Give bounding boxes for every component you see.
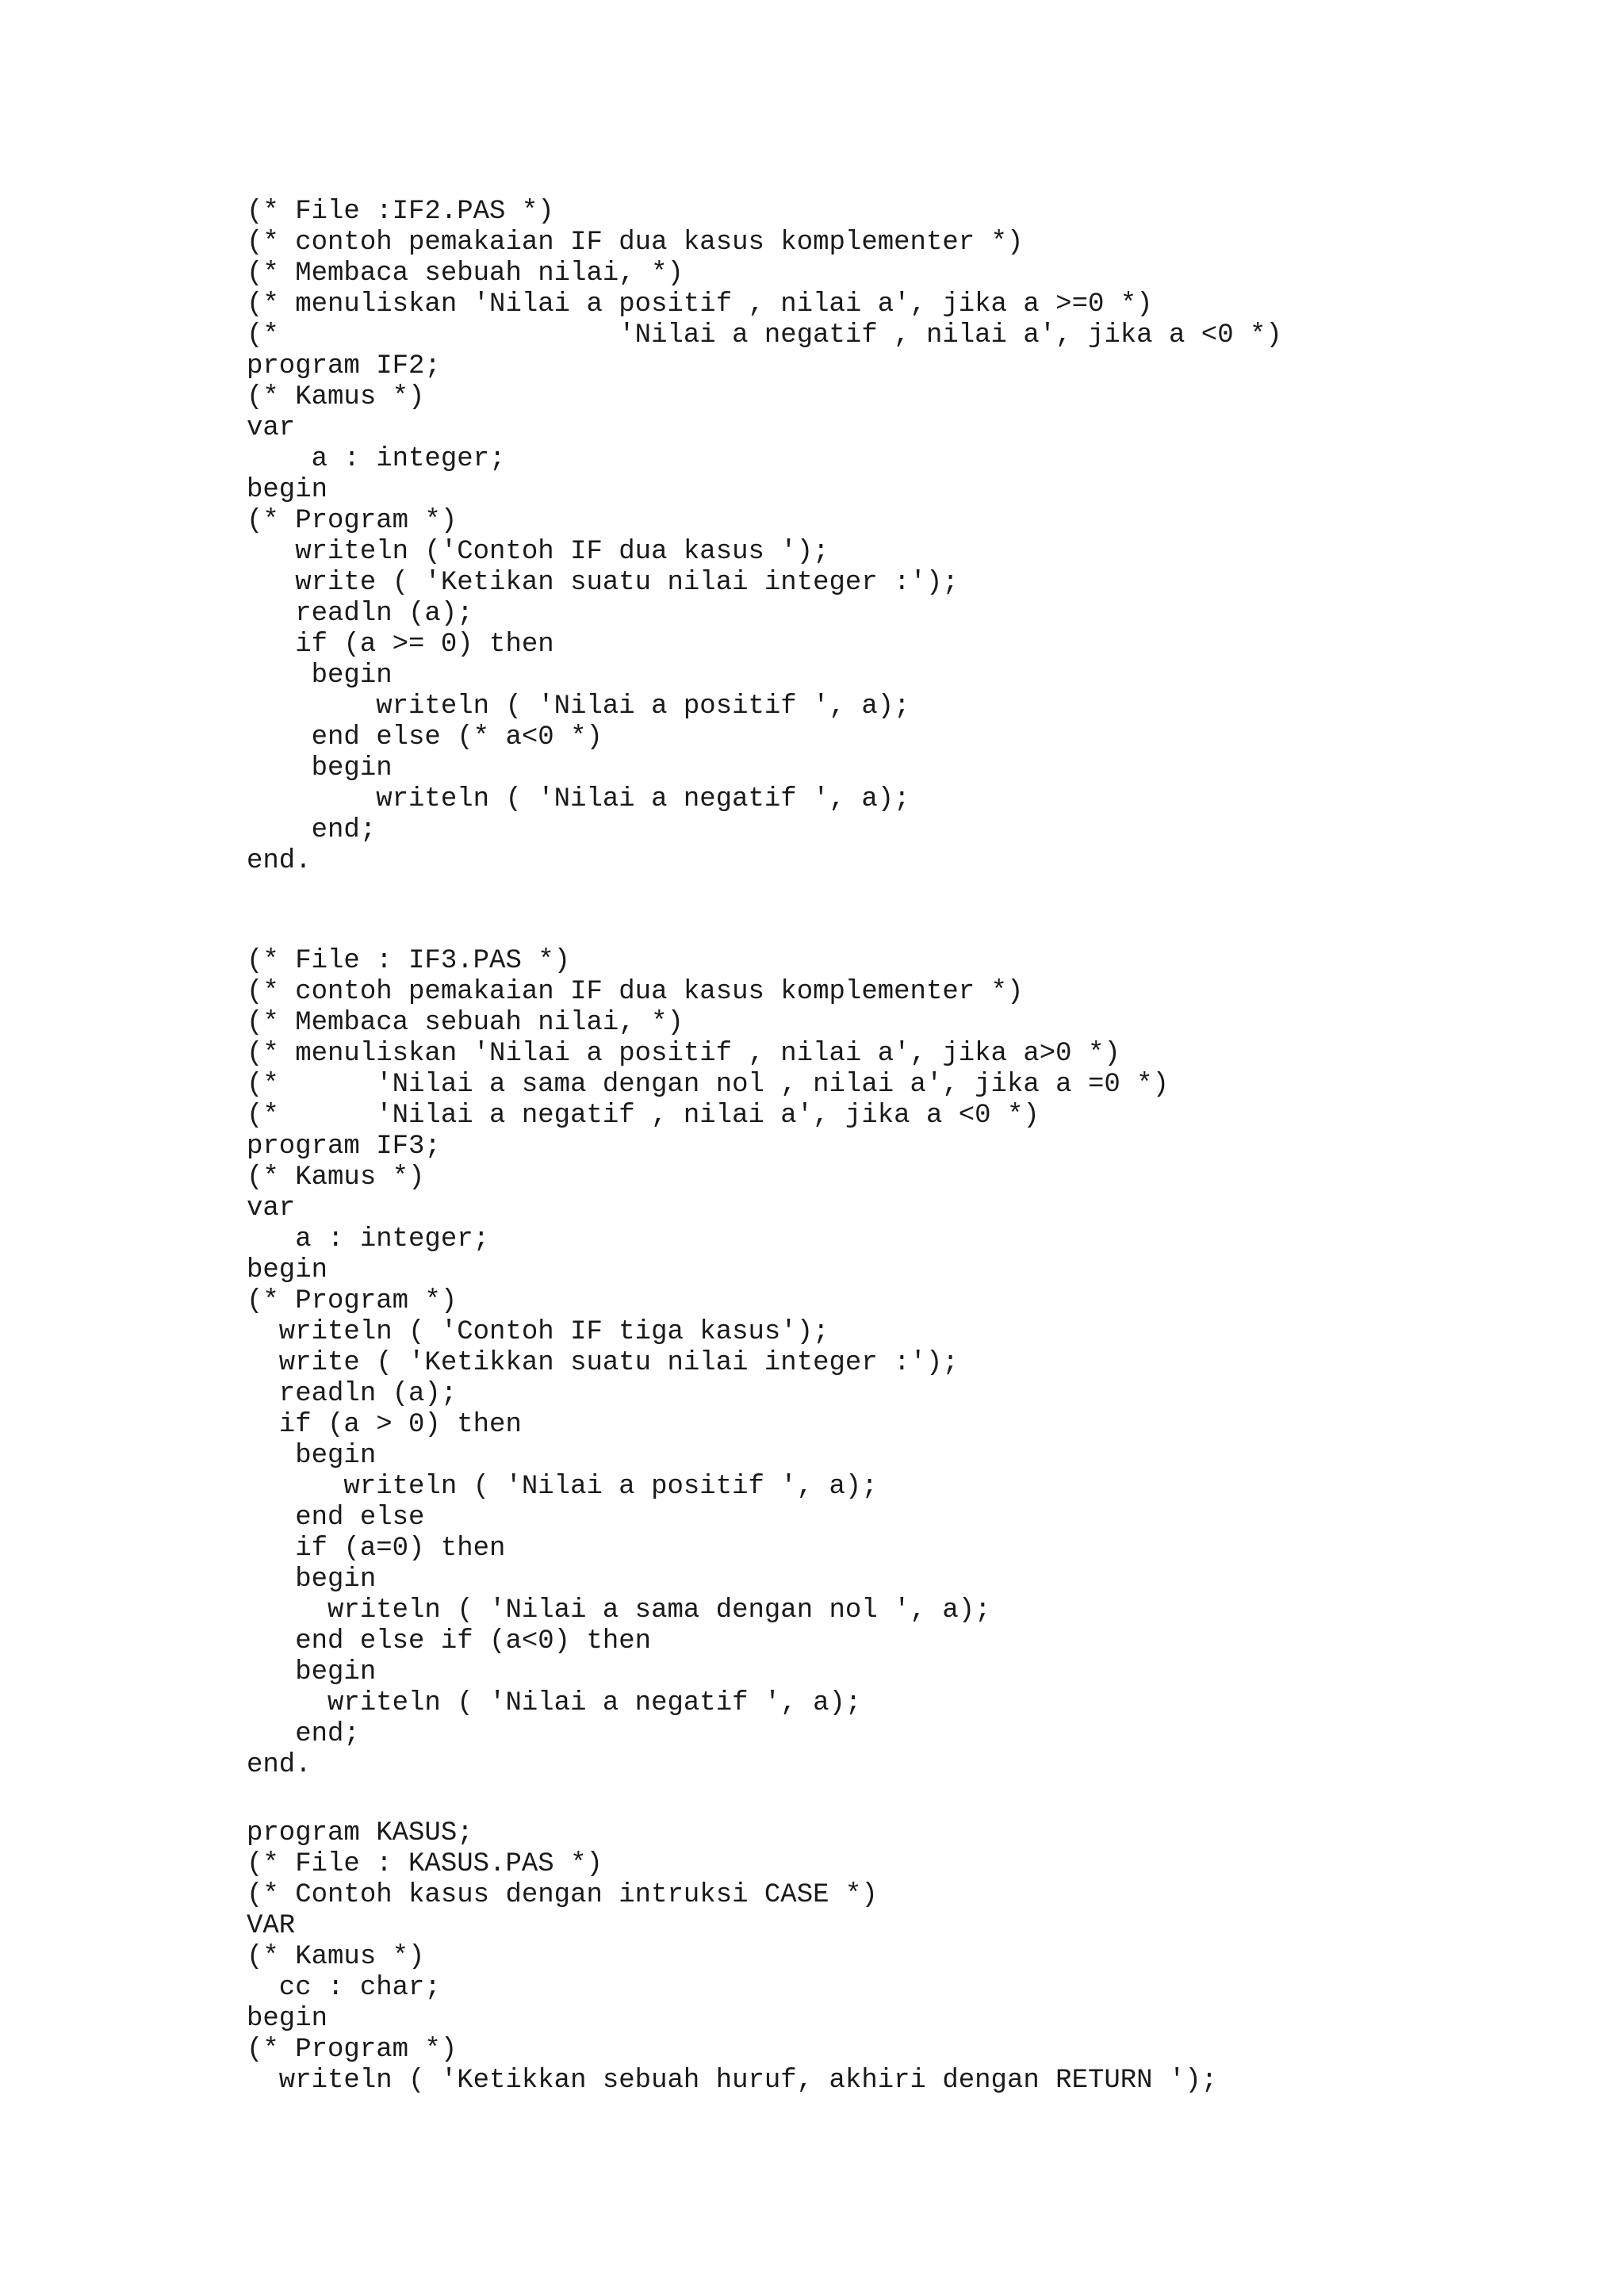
code-line: program IF3;	[247, 1132, 441, 1162]
code-line: program KASUS;	[247, 1818, 473, 1848]
code-line: (* Program *)	[247, 2035, 458, 2065]
code-line: write ( 'Ketikan suatu nilai integer :');	[247, 568, 959, 598]
code-line: (* Kamus *)	[247, 1162, 425, 1193]
code-line: (* Membaca sebuah nilai, *)	[247, 1008, 684, 1038]
code-line: (* contoh pemakaian IF dua kasus komplementer *)	[247, 977, 1024, 1007]
code-line: begin	[247, 2004, 328, 2034]
code-line: begin	[247, 1657, 377, 1687]
code-line: var	[247, 413, 296, 443]
code-line: begin	[247, 753, 393, 783]
code-line: (* File :IF2.PAS *)	[247, 197, 554, 227]
code-line: end else if (a<0) then	[247, 1626, 652, 1656]
code-line: (* Program *)	[247, 1286, 458, 1316]
code-line: writeln ( 'Nilai a negatif ', a);	[247, 1688, 862, 1718]
code-line: writeln ( 'Ketikkan sebuah huruf, akhiri dengan RETURN ');	[247, 2066, 1218, 2096]
code-line: writeln ( 'Contoh IF tiga kasus');	[247, 1317, 829, 1347]
code-block-kasus	[247, 1818, 1217, 2097]
code-line: program IF2;	[247, 351, 441, 381]
code-line: readln (a);	[247, 1379, 458, 1409]
code-line: writeln ( 'Nilai a sama dengan nol ', a);	[247, 1595, 991, 1626]
code-line: writeln ( 'Nilai a negatif ', a);	[247, 784, 910, 814]
code-block-if3	[247, 946, 1169, 1781]
code-line: (* Membaca sebuah nilai, *)	[247, 259, 684, 289]
code-line: begin	[247, 1564, 377, 1595]
code-line: begin	[247, 1255, 328, 1285]
code-block-if2	[247, 197, 1282, 877]
code-line: (* File : KASUS.PAS *)	[247, 1849, 603, 1879]
code-line: begin	[247, 475, 328, 505]
code-line: (* Kamus *)	[247, 382, 425, 412]
code-line: readln (a);	[247, 599, 473, 629]
code-line: end;	[247, 1719, 360, 1749]
code-line: (* 'Nilai a sama dengan nol , nilai a', jika a =0 *)	[247, 1070, 1169, 1100]
code-line: end;	[247, 815, 377, 845]
code-line: if (a >= 0) then	[247, 630, 554, 660]
code-line: if (a > 0) then	[247, 1410, 522, 1440]
code-line: writeln ( 'Nilai a positif ', a);	[247, 691, 910, 722]
code-line: (* Program *)	[247, 506, 458, 536]
code-line: a : integer;	[247, 444, 506, 474]
code-line: end else	[247, 1503, 425, 1533]
code-line: write ( 'Ketikkan suatu nilai integer :');	[247, 1348, 959, 1378]
code-line: var	[247, 1193, 296, 1224]
code-line: end.	[247, 1750, 312, 1780]
code-line: (* contoh pemakaian IF dua kasus komplementer *)	[247, 228, 1024, 258]
code-line: (* Kamus *)	[247, 1942, 425, 1972]
code-line: (* Contoh kasus dengan intruksi CASE *)	[247, 1880, 878, 1910]
code-line: if (a=0) then	[247, 1534, 506, 1564]
code-line: cc : char;	[247, 1973, 441, 2003]
code-line: writeln ( 'Nilai a positif ', a);	[247, 1472, 878, 1502]
code-line: end else (* a<0 *)	[247, 722, 603, 753]
code-line: (* menuliskan 'Nilai a positif , nilai a', jika a >=0 *)	[247, 289, 1153, 320]
code-line: (* 'Nilai a negatif , nilai a', jika a <0 *)	[247, 1101, 1040, 1131]
code-line: writeln ('Contoh IF dua kasus ');	[247, 537, 829, 567]
code-line: begin	[247, 661, 393, 691]
code-line: (* menuliskan 'Nilai a positif , nilai a', jika a>0 *)	[247, 1039, 1120, 1069]
code-line: a : integer;	[247, 1224, 490, 1254]
code-line: (* File : IF3.PAS *)	[247, 946, 571, 976]
code-line: (* 'Nilai a negatif , nilai a', jika a <0 *)	[247, 320, 1282, 350]
code-line: begin	[247, 1441, 377, 1471]
code-line: end.	[247, 846, 312, 876]
code-line: VAR	[247, 1911, 296, 1941]
